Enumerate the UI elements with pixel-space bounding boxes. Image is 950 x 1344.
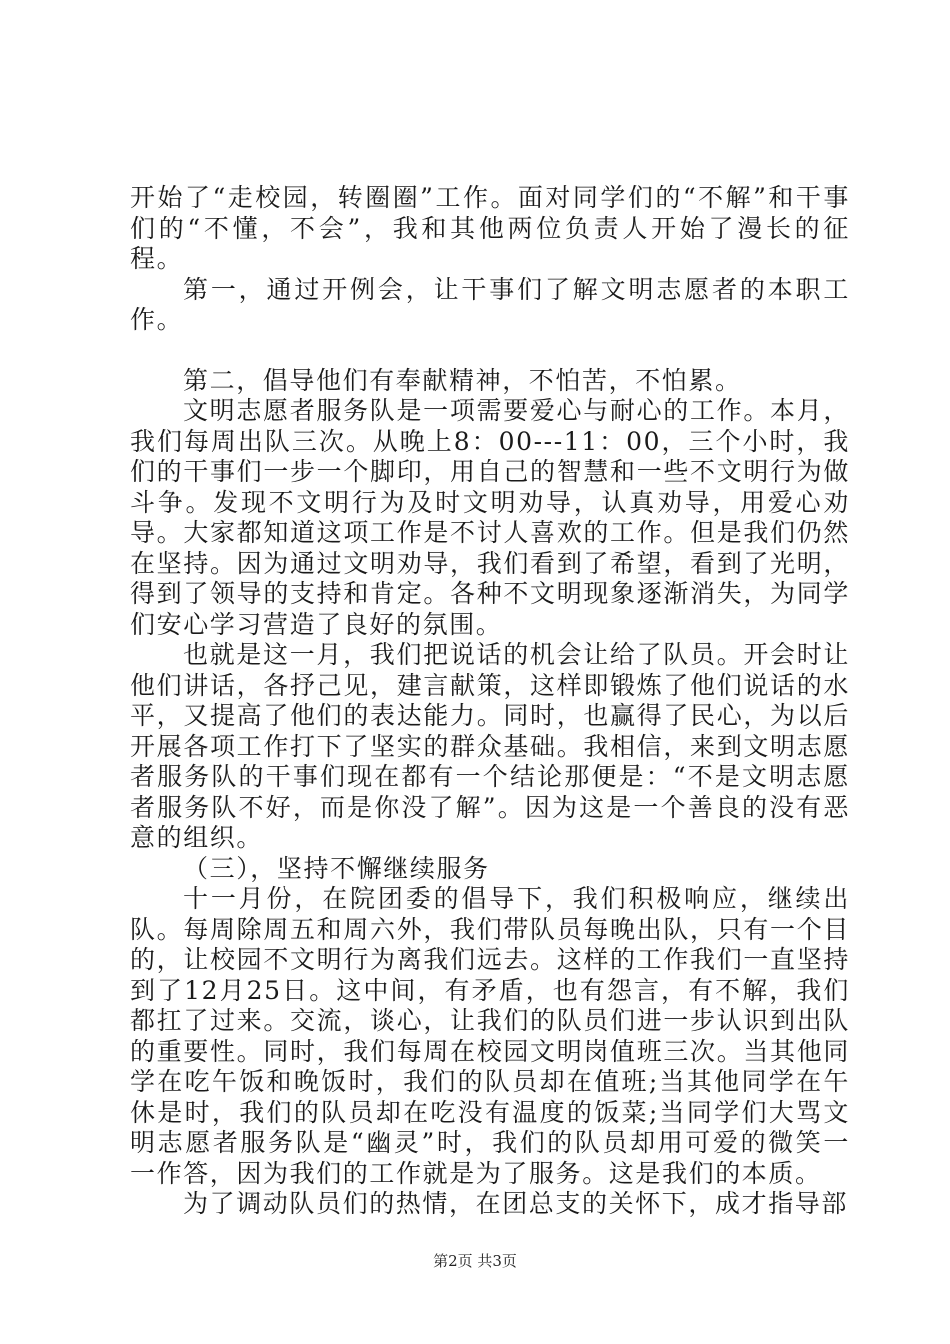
paragraph-point-one: 第一，通过开例会，让干事们了解文明志愿者的本职工作。 (130, 274, 850, 334)
paragraph-november: 十一月份，在院团委的倡导下，我们积极响应，继续出队。每周除周五和周六外，我们带队员每晚出队，只有一个目的，让校园不文明行为离我们远去。这样的工作我们一直坚持到了12月25日。这中间，有矛盾，也有怨言，有不解，我们都扛了过来。交流，谈心，让我们的队员们进一步认识到出队的重要性。同时，我们每周在校园文明岗值班三次。当其他同学在吃午饭和晚饭时，我们的队员却在值班;当其他同学在午休是时，我们的队员却在吃没有温度的饭菜;当同学们大骂文明志愿者服务队是“幽灵”时，我们的队员却用可爱的微笑一一作答，因为我们的工作就是为了服务。这是我们的本质。 (130, 884, 850, 1188)
paragraph-point-two: 第二，倡导他们有奉献精神，不怕苦，不怕累。 (183, 365, 742, 395)
paragraph-continuation: 开始了“走校园，转圈圈”工作。面对同学们的“不解”和干事们的“不懂，不会”，我和其他两位负责人开始了漫长的征程。 (130, 183, 850, 273)
paragraph-motivation: 为了调动队员们的热情，在团总支的关怀下，成才指导部 (183, 1189, 849, 1218)
paragraph-service-team: 文明志愿者服务队是一项需要爱心与耐心的工作。本月，我们每周出队三次。从晚上8：00---11：00，三个小时，我们的干事们一步一个脚印，用自己的智慧和一些不文明行为做斗争。发现不文明行为及时文明劝导，认真劝导，用爱心劝导。大家都知道这项工作是不讨人喜欢的工作。但是我们仍然在坚持。因为通过文明劝导，我们看到了希望，看到了光明，得到了领导的支持和肯定。各种不文明现象逐渐消失，为同学们安心学习营造了良好的氛围。 (130, 396, 850, 639)
section-heading-three: （三），坚持不懈继续服务 (183, 853, 490, 883)
paragraph-this-month: 也就是这一月，我们把说话的机会让给了队员。开会时让他们讲话，各抒己见，建言献策，这样即锻炼了他们说话的水平，又提高了他们的表达能力。同时，也赢得了民心，为以后开展各项工作打下了坚实的群众基础。我相信，来到文明志愿者服务队的干事们现在都有一个结论那便是：“不是文明志愿者服务队不好，而是你没了解”。因为这是一个善良的没有恶意的组织。 (130, 640, 850, 852)
page-footer: 第2页 共3页 (433, 1252, 517, 1270)
document-body (130, 183, 850, 1220)
